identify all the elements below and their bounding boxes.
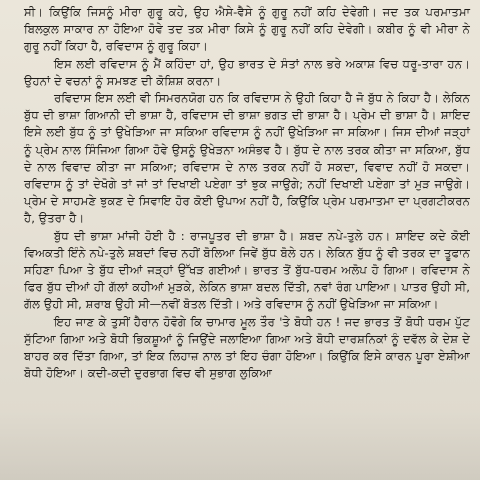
paragraph-5: ਇਹ ਜਾਣ ਕੇ ਤੁਸੀਂ ਹੈਰਾਨ ਹੋਵੋਗੇ ਕਿ ਚਾਮਾਰ ਮੂਲ ਤੌਰ 'ਤੇ ਬੋਧੀ ਹਨ ! ਜਦ ਭਾਰਤ ਤੋਂ ਬੋਧੀ ਧਰਮ ਪੁੱਟ ਸੁੱਟਿਆ ਗਿਆ ਅਤੇ ਬੋਧੀ ਭਿਕਸ਼ੂਆਂ ਨੂੰ ਜਿਉਂਦੇ ਜਲਾਇਆ ਗਿਆ ਅਤੇ ਬੋਧੀ ਦਾਰਸ਼ਨਿਕਾਂ ਨੂੰ ਦਵੱਲ ਕੇ ਦੇਸ਼ ਦੇ ਬਾਹਰ ਕਰ ਦਿੱਤਾ ਗਿਆ, ਤਾਂ ਇਕ ਲਿਹਾਜ਼ ਨਾਲ ਤਾਂ ਇਹ ਚੰਗਾ ਹੋਇਆ। ਕਿਉਂਕਿ ਇਸੇ ਕਾਰਨ ਪੂਰਾ ਏਸ਼ੀਆ ਬੋਧੀ ਹੋਇਆ। ਕਦੀ-ਕਦੀ ਦੁਰਭਾਗ ਵਿਚ ਵੀ ਸੁਭਾਗ ਲੁਕਿਆ <box>24 314 470 381</box>
paragraph-4: ਬੁੱਧ ਦੀ ਭਾਸ਼ਾ ਮਾਂਜੀ ਹੋਈ ਹੈ : ਰਾਜਪੂਤਰ ਦੀ ਭਾਸ਼ਾ ਹੈ। ਸ਼ਬਦ ਨਪੇ-ਤੁਲੇ ਹਨ। ਸ਼ਾਇਦ ਕਦੇ ਕੋਈ ਵਿਅਕਤੀ ਇੰਨੇ ਨਪੇ-ਤੁਲੇ ਸ਼ਬਦਾਂ ਵਿਚ ਨਹੀਂ ਬੋਲਿਆ ਜਿਵੇਂ ਬੁੱਧ ਬੋਲੇ ਹਨ। ਲੇਕਿਨ ਬੁੱਧ ਨੂੰ ਵੀ ਤਰਕ ਦਾ ਤੂਫਾਨ ਸਹਿਣਾ ਪਿਆ ਤੇ ਬੁੱਧ ਦੀਆਂ ਜੜ੍ਹਾਂ ਉੱਖੜ ਗਈਆਂ। ਭਾਰਤ ਤੋਂ ਬੁੱਧ-ਧਰਮ ਅਲੋਪ ਹੋ ਗਿਆ। ਰਵਿਦਾਸ ਨੇ ਫਿਰ ਬੁੱਧ ਦੀਆਂ ਹੀ ਗੱਲਾਂ ਕਹੀਆਂ ਮੁੜਕੇ, ਲੇਕਿਨ ਭਾਸ਼ਾ ਬਦਲ ਦਿੱਤੀ, ਨਵਾਂ ਰੰਗ ਪਾਇਆ। ਪਾਤਰ ਉਹੀ ਸੀ, ਗੱਲ ਉਹੀ ਸੀ, ਸ਼ਰਾਬ ਉਹੀ ਸੀ—ਨਵੀਂ ਬੋਤਲ ਦਿੱਤੀ। ਅਤੇ ਰਵਿਦਾਸ ਨੂੰ ਨਹੀਂ ਉਖੇੜਿਆ ਜਾ ਸਕਿਆ। <box>24 228 470 312</box>
paragraph-2: ਇਸ ਲਈ ਰਵਿਦਾਸ ਨੂੰ ਮੈਂ ਕਹਿੰਦਾ ਹਾਂ, ਉਹ ਭਾਰਤ ਦੇ ਸੰਤਾਂ ਨਾਲ ਭਰੇ ਅਕਾਸ਼ ਵਿਚ ਧਰੂ-ਤਾਰਾ ਹਨ। ਉਹਨਾਂ ਦੇ ਵਚਨਾਂ ਨੂੰ ਸਮਝਣ ਦੀ ਕੋਸ਼ਿਸ਼ ਕਰਨਾ। <box>24 56 470 88</box>
page-shadow <box>0 410 480 480</box>
paragraph-1: ਸੀ। ਕਿਉਂਕਿ ਜਿਸਨੂੰ ਮੀਰਾ ਗੁਰੂ ਕਹੇ, ਉਹ ਐਸੇ-ਵੈਸੇ ਨੂੰ ਗੁਰੂ ਨਹੀਂ ਕਹਿ ਦੇਵੇਗੀ। ਜਦ ਤਕ ਪਰਮਾਤਮਾ ਬਿਲਕੁਲ ਸਾਕਾਰ ਨਾ ਹੋਇਆ ਹੋਵੇ ਤਦ ਤਕ ਮੀਰਾ ਕਿਸੇ ਨੂੰ ਗੁਰੂ ਨਹੀਂ ਕਹਿ ਦੇਵੇਗੀ। ਕਬੀਰ ਨੂੰ ਵੀ ਮੀਰਾ ਨੇ ਗੁਰੂ ਨਹੀਂ ਕਿਹਾ ਹੈ, ਰਵਿਦਾਸ ਨੂੰ ਗੁਰੂ ਕਿਹਾ। <box>24 5 470 54</box>
body-text <box>24 4 470 382</box>
paragraph-3: ਰਵਿਦਾਸ ਇਸ ਲਈ ਵੀ ਸਿਮਰਨਯੋਗ ਹਨ ਕਿ ਰਵਿਦਾਸ ਨੇ ਉਹੀ ਕਿਹਾ ਹੈ ਜੋ ਬੁੱਧ ਨੇ ਕਿਹਾ ਹੈ। ਲੇਕਿਨ ਬੁੱਧ ਦੀ ਭਾਸ਼ਾ ਗਿਆਨੀ ਦੀ ਭਾਸ਼ਾ ਹੈ, ਰਵਿਦਾਸ ਦੀ ਭਾਸ਼ਾ ਭਗਤ ਦੀ ਭਾਸ਼ਾ ਹੈ। ਪ੍ਰੇਮ ਦੀ ਭਾਸ਼ਾ ਹੈ। ਸ਼ਾਇਦ ਇਸੇ ਲਈ ਬੁੱਧ ਨੂੰ ਤਾਂ ਉਖੇੜਿਆ ਜਾ ਸਕਿਆ ਰਵਿਦਾਸ ਨੂੰ ਨਹੀਂ ਉਖੇੜਿਆ ਜਾ ਸਕਿਆ। ਜਿਸ ਦੀਆਂ ਜੜ੍ਹਾਂ ਨੂੰ ਪ੍ਰੇਮ ਨਾਲ ਸਿੰਜਿਆ ਗਿਆ ਹੋਵੇ ਉਸਨੂੰ ਉਖੇੜਨਾ ਅਸੰਭਵ ਹੈ। ਬੁੱਧ ਦੇ ਨਾਲ ਤਰਕ ਕੀਤਾ ਜਾ ਸਕਿਆ, ਬੁੱਧ ਦੇ ਨਾਲ ਵਿਵਾਦ ਕੀਤਾ ਜਾ ਸਕਿਆ; ਰਵਿਦਾਸ ਦੇ ਨਾਲ ਤਰਕ ਨਹੀਂ ਹੋ ਸਕਦਾ, ਵਿਵਾਦ ਨਹੀਂ ਹੋ ਸਕਦਾ। ਰਵਿਦਾਸ ਨੂੰ ਤਾਂ ਦੇਖੋਗੇ ਤਾਂ ਜਾਂ ਤਾਂ ਦਿਖਾਈ ਪਏਗਾ ਤਾਂ ਝੁਕ ਜਾਉਗੇ; ਨਹੀਂ ਦਿਖਾਈ ਪਏਗਾ ਤਾਂ ਮੁੜ ਜਾਉਗੇ। ਪ੍ਰੇਮ ਦੇ ਸਾਹਮਣੇ ਝੁਕਣ ਦੇ ਸਿਵਾਇ ਹੋਰ ਕੋਈ ਉਪਾਅ ਨਹੀਂ ਹੈ, ਕਿਉਂਕਿ ਪ੍ਰੇਮ ਪਰਮਾਤਮਾ ਦਾ ਪ੍ਰਗਟੀਕਰਨ ਹੈ, ਉਤਰਾ ਹੈ। <box>24 91 470 226</box>
